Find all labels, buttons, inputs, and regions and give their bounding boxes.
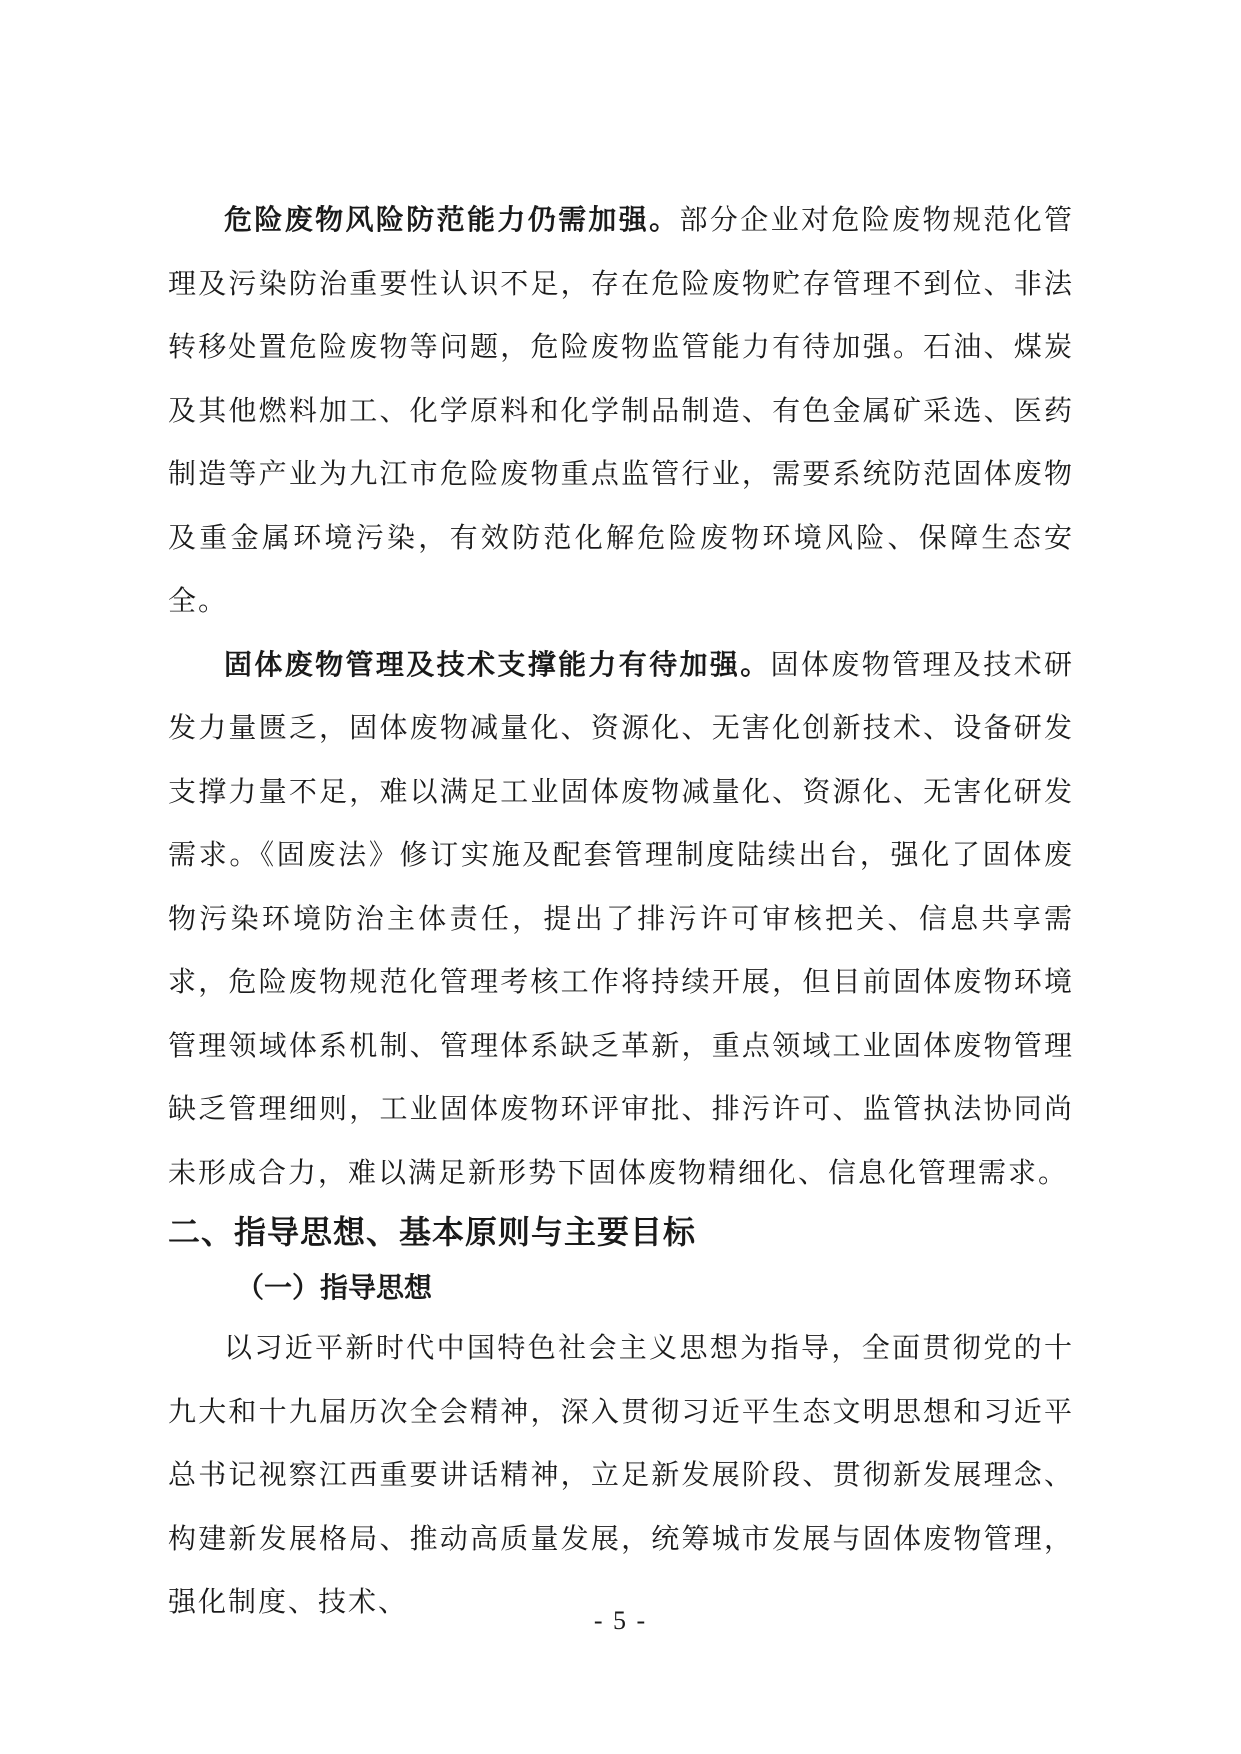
- subsection-heading: （一）指导思想: [236, 1271, 433, 1304]
- paragraph-body: 部分企业对危险废物规范化管理及污染防治重要性认识不足，存在危险废物贮存管理不到位、非法转移处置危险废物等问题，危险废物监管能力有待加强。石油、煤炭及其他燃料加工、化学原料和化学制品制造、有色金属矿采选、医药制造等产业为九江市危险废物重点监管行业，需要系统防范固体废物及重金属环境污染，有效防范化解危险废物环境风险、保障生态安全。: [168, 203, 1074, 617]
- paragraph-guiding-thought: 以习近平新时代中国特色社会主义思想为指导，全面贯彻党的十九大和十九届历次全会精神，深入贯彻习近平生态文明思想和习近平总书记视察江西重要讲话精神，立足新发展阶段、贯彻新发展理念、构建新发展格局、推动高质量发展，统筹城市发展与固体废物管理，强化制度、技术、: [168, 1331, 1074, 1618]
- paragraph-body: 固体废物管理及技术研发力量匮乏，固体废物减量化、资源化、无害化创新技术、设备研发支撑力量不足，难以满足工业固体废物减量化、资源化、无害化研发需求。《固废法》修订实施及配套管理制度陆续出台，强化了固体废物污染环境防治主体责任，提出了排污许可审核把关、信息共享需求，危险废物规范化管理考核工作将持续开展，但目前固体废物环境管理领域体系机制、管理体系缺乏革新，重点领域工业固体废物管理缺乏管理细则，工业固体废物环评审批、排污许可、监管执法协同尚未形成合力，难以满足新形势下固体废物精细化、信息化管理需求。: [168, 647, 1074, 1189]
- paragraph-solid-waste-management: [168, 633, 1074, 1205]
- page-number: - 5 -: [593, 1606, 648, 1635]
- paragraph-lead: 危险废物风险防范能力仍需加强。: [224, 203, 680, 236]
- paragraph-hazardous-waste-risk: [168, 188, 1074, 633]
- body-text: [168, 188, 1074, 1634]
- section-heading: 二、指导思想、基本原则与主要目标: [168, 1213, 697, 1251]
- paragraph-lead: 固体废物管理及技术支撑能力有待加强。: [224, 647, 771, 681]
